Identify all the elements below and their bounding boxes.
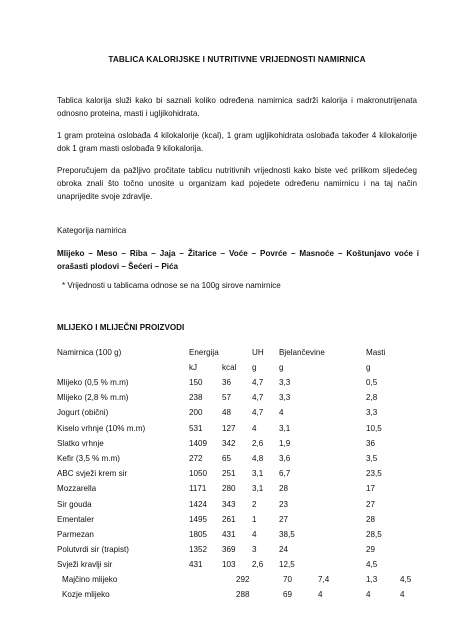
table-value-cell: 4 [252,530,257,539]
table-value-cell: 431 [189,560,203,570]
food-name-cell: Mlijeko (2,8 % m.m) [57,393,129,403]
table-value-cell: 28 [279,484,289,494]
food-name-cell: Parmezan [57,530,94,539]
table-unit-cell: kJ [189,363,198,372]
table-value-cell: 4 [318,589,323,599]
table-value-cell: 1171 [189,484,207,494]
table-value-cell: 127 [222,423,236,433]
table-value-cell: 3,6 [279,454,291,463]
table-value-cell: 4 [279,408,284,418]
table-value-cell: 4,5 [400,574,412,584]
table-value-cell: 36 [366,438,376,448]
food-name-cell: Ementaler [57,514,94,524]
table-value-cell: 1805 [189,530,208,539]
table-value-cell: 29 [366,545,376,555]
table-value-cell: 1050 [189,469,208,479]
table-value-cell: 6,7 [279,469,291,479]
food-name-cell: Kefir (3,5 % m.m) [57,454,120,463]
table-value-cell: 2,6 [252,438,264,448]
food-name-cell: Slatko vrhnje [57,438,104,448]
table-value-cell: 4,7 [252,378,264,387]
table-value-cell: 70 [283,574,293,584]
table-value-cell: 4 [366,589,371,599]
table-value-cell: 3,1 [252,469,264,479]
table-value-cell: 28 [366,514,376,524]
table-value-cell: 342 [222,438,236,448]
table-value-cell: 0,5 [366,378,378,387]
table-value-cell: 103 [222,560,236,570]
recommendation-paragraph: Preporučujem da pažljivo pročitate tablicu nutritivnih vrijednosti kako biste već prilikom sljedećeg obroka znali što točno unosite u organizam kad pojedete određenu namirnicu i na taj način unaprijedite svoje zdravlje. [57,166,417,201]
table-value-cell: 10,5 [366,423,382,433]
table-value-cell: 65 [222,454,232,463]
table-value-cell: 2,6 [252,560,264,570]
table-value-cell: 28,5 [366,530,382,539]
table-value-cell: 23 [279,499,289,509]
table-value-cell: 343 [222,499,236,509]
table-value-cell: 27 [366,499,376,509]
table-unit-cell: g [252,363,257,372]
food-name-cell: Majčino mlijeko [62,574,118,584]
table-value-cell: 4,5 [366,560,378,570]
table-value-cell: 27 [279,514,289,524]
food-name-cell: Svježi kravlji sir [57,560,113,570]
table-value-cell: 4 [252,423,257,433]
food-name-cell: Sir gouda [57,499,92,509]
table-unit-cell: g [366,363,371,372]
table-value-cell: 200 [189,408,203,418]
table-value-cell: 4,7 [252,408,264,418]
table-value-cell: 69 [283,589,293,599]
table-header-cell: UH [252,348,264,357]
table-value-cell: 2 [252,499,257,509]
table-value-cell: 531 [189,423,203,433]
table-value-cell: 280 [222,484,236,494]
table-header-cell: Masti [366,348,386,357]
food-name-cell: Jogurt (obični) [57,408,109,418]
table-value-cell: 48 [222,408,232,418]
table-value-cell: 1352 [189,545,208,555]
table-value-cell: 1424 [189,499,208,509]
table-value-cell: 1,3 [366,574,378,584]
energy-paragraph: 1 gram proteina oslobađa 4 kilokalorije (kcal), 1 gram ugljikohidrata oslobađa također 4 kilokalorije dok 1 gram masti oslobađa 9 kilokalorija. [57,131,417,153]
table-value-cell: 17 [366,484,376,494]
table-value-cell: 57 [222,393,232,403]
table-value-cell: 292 [236,574,250,584]
section-title: MLIJEKO I MLIJEČNI PROIZVODI [57,323,185,332]
table-header-cell: Energija [189,348,219,357]
table-value-cell: 3,3 [366,408,378,418]
table-value-cell: 288 [236,589,250,599]
table-value-cell: 23,5 [366,469,382,479]
food-name-cell: ABC svježi krem sir [57,469,128,479]
table-unit-cell: kcal [222,363,237,372]
table-value-cell: 150 [189,378,203,387]
food-name-cell: Mlijeko (0,5 % m.m) [57,378,129,387]
table-value-cell: 1 [252,514,257,524]
table-value-cell: 1495 [189,514,208,524]
table-value-cell: 238 [189,393,203,403]
table-value-cell: 3,3 [279,393,291,403]
food-name-cell: Kiselo vrhnje (10% m.m) [57,423,146,433]
table-value-cell: 261 [222,514,236,524]
table-value-cell: 36 [222,378,232,387]
table-value-cell: 2,8 [366,393,378,403]
table-value-cell: 24 [279,545,289,555]
table-value-cell: 431 [222,530,236,539]
table-unit-cell: g [279,363,284,372]
table-value-cell: 3 [252,545,257,555]
food-name-cell: Kozje mlijeko [62,589,110,599]
table-value-cell: 4,7 [252,393,264,403]
page-title: TABLICA KALORIJSKE I NUTRITIVNE VRIJEDNOSTI NAMIRNICA [108,55,366,64]
intro-paragraph: Tablica kalorija služi kako bi saznali koliko određena namirnica sadrži kalorija i makronutrijenata odnosno proteina, masti i ugljikohidrata. [57,96,417,118]
table-value-cell: 3,1 [252,484,264,494]
table-value-cell: 3,1 [279,423,291,433]
table-value-cell: 4,8 [252,454,264,463]
table-value-cell: 369 [222,545,236,555]
table-value-cell: 3,3 [279,378,291,387]
category-heading: Kategorija namirica [57,226,127,235]
table-value-cell: 272 [189,454,203,463]
table-value-cell: 3,5 [366,454,378,463]
table-value-cell: 251 [222,469,236,479]
table-value-cell: 12,5 [279,560,295,570]
table-value-cell: 7,4 [318,574,330,584]
table-value-cell: 4 [400,589,405,599]
food-name-cell: Polutvrdi sir (trapist) [57,545,129,555]
footnote: * Vrijednosti u tablicama odnose se na 100g sirove namirnice [62,281,281,290]
table-header-cell: Bjelančevine [279,348,325,357]
table-value-cell: 38,5 [279,530,295,539]
table-value-cell: 1409 [189,438,208,448]
table-header-cell: Namirnica (100 g) [57,348,122,357]
food-name-cell: Mozzarella [57,484,97,494]
category-list: Mlijeko – Meso – Riba – Jaja – Žitarice – Voće – Povrće – Masnoće – Koštunjavo voće i orašasti plodovi – Šećeri – Pića [57,249,419,271]
table-value-cell: 1,9 [279,438,291,448]
